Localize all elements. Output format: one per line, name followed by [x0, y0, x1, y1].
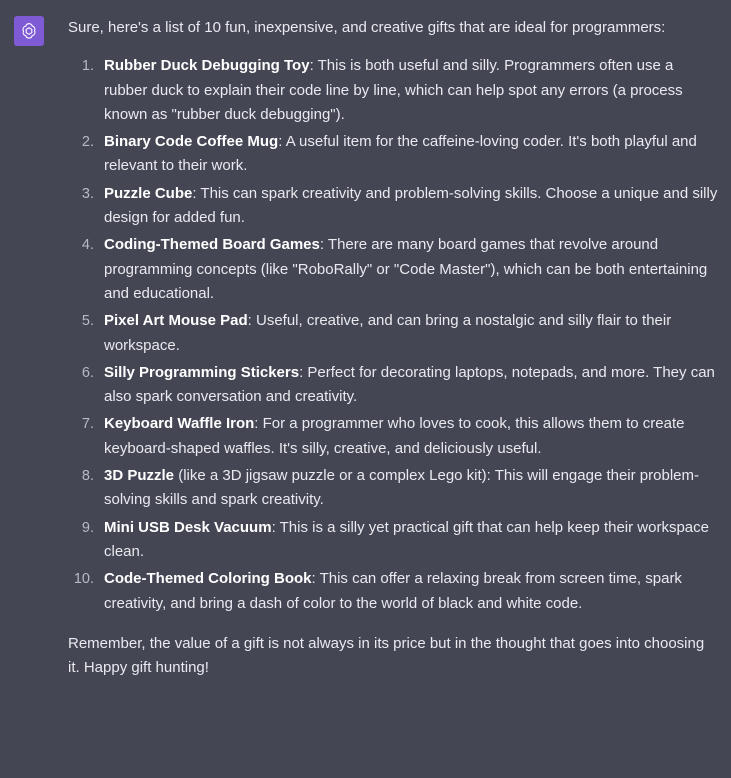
- list-item: [98, 309, 719, 358]
- gift-name: Puzzle Cube: [104, 184, 193, 202]
- message-content: [68, 14, 719, 680]
- list-item: [98, 130, 719, 179]
- gift-description: : This can offer a relaxing break from screen time, spark creativity, and bring a dash of color to the world of black and white code.: [104, 570, 682, 612]
- list-item: [98, 233, 719, 306]
- list-item: [98, 516, 719, 565]
- list-item: [98, 54, 719, 127]
- gift-description: : This is both useful and silly. Programmers often use a rubber duck to explain their code line by line, which can help spot any errors (a process known as "rubber duck debugging").: [104, 57, 683, 123]
- list-item: [98, 412, 719, 461]
- gift-list: [68, 54, 719, 616]
- gift-description: : This is a silly yet practical gift that can help keep their workspace clean.: [104, 518, 709, 560]
- gift-name: 3D Puzzle: [104, 467, 175, 485]
- gift-description: : There are many board games that revolve around programming concepts (like "RoboRally" or "Code Master"), which can be both entertaining and educational.: [104, 236, 708, 302]
- gift-name: Silly Programming Stickers: [104, 363, 300, 381]
- list-item: [98, 361, 719, 410]
- gift-description: : Perfect for decorating laptops, notepads, and more. They can also spark conversation and creativity.: [104, 363, 715, 406]
- gift-description: : For a programmer who loves to cook, this allows them to create keyboard-shaped waffles. It's silly, creative, and deliciously useful.: [104, 415, 685, 457]
- gift-name: Binary Code Coffee Mug: [104, 133, 279, 151]
- list-item: [98, 182, 719, 231]
- gift-name: Coding-Themed Board Games: [104, 236, 320, 254]
- gift-description: : Useful, creative, and can bring a nostalgic and silly flair to their workspace.: [104, 312, 672, 354]
- intro-paragraph: Sure, here's a list of 10 fun, inexpensive, and creative gifts that are ideal for programmers:: [68, 19, 666, 36]
- gift-name: Keyboard Waffle Iron: [104, 415, 255, 433]
- gift-name: Rubber Duck Debugging Toy: [104, 57, 310, 75]
- openai-logo-icon: [14, 16, 44, 46]
- list-item: [98, 567, 719, 616]
- gift-description: : A useful item for the caffeine-loving coder. It's both playful and relevant to their work.: [104, 133, 697, 175]
- closing-paragraph: Remember, the value of a gift is not always in its price but in the thought that goes into choosing it. Happy gift hunting!: [68, 634, 705, 677]
- gift-description: (like a 3D jigsaw puzzle or a complex Lego kit): This will engage their problem-solving skills and spark creativity.: [104, 467, 699, 509]
- gift-name: Code-Themed Coloring Book: [104, 570, 312, 588]
- gift-name: Mini USB Desk Vacuum: [104, 518, 272, 536]
- gift-name: Pixel Art Mouse Pad: [104, 312, 248, 330]
- list-item: [98, 464, 719, 513]
- gift-description: : This can spark creativity and problem-solving skills. Choose a unique and silly design for added fun.: [104, 184, 718, 227]
